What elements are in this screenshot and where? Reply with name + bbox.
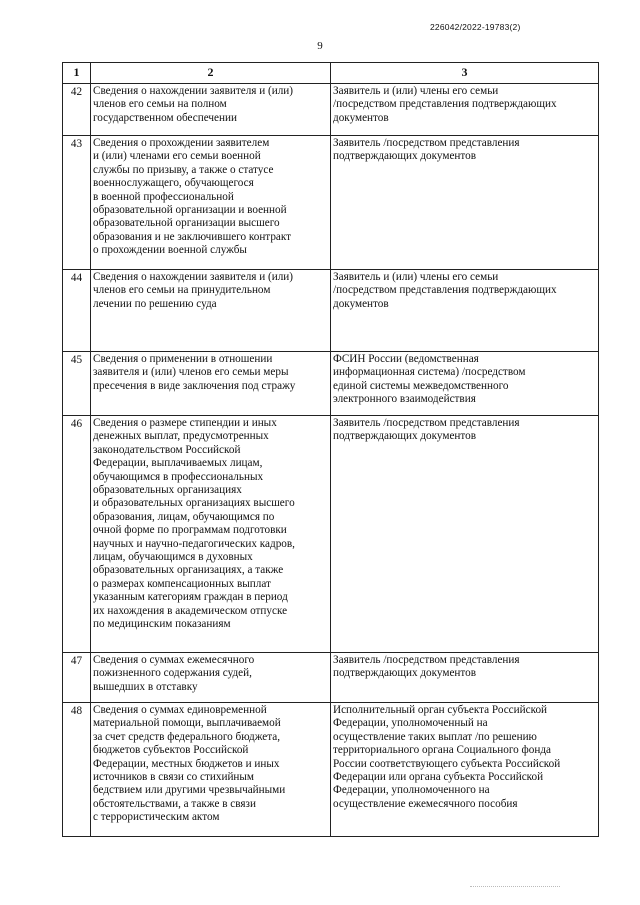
column-header-3: 3 bbox=[331, 63, 599, 84]
row-info: Сведения о применении в отношении заявителя и (или) членов его семьи меры пресечения в виде заключения под стражу bbox=[91, 352, 331, 416]
row-source: Исполнительный орган субъекта Российской Федерации, уполномоченный на осуществление таких выплат /по решению территориального органа Социального фонда России соответствующего субъекта Российской Федерации или органа субъекта Российской Федерации, уполномоченного на осуществление ежемесячного пособия bbox=[331, 703, 599, 837]
row-number: 45 bbox=[63, 352, 91, 416]
column-header-2: 2 bbox=[91, 63, 331, 84]
table-row bbox=[63, 352, 599, 416]
table-row bbox=[63, 416, 599, 653]
row-number: 43 bbox=[63, 136, 91, 270]
table-row bbox=[63, 84, 599, 136]
row-source: Заявитель /посредством представления подтверждающих документов bbox=[331, 416, 599, 653]
row-number: 44 bbox=[63, 270, 91, 352]
table-header-row bbox=[63, 63, 599, 84]
row-number: 42 bbox=[63, 84, 91, 136]
row-info: Сведения о нахождении заявителя и (или) членов его семьи на полном государственном обеспечении bbox=[91, 84, 331, 136]
scan-artifact-line bbox=[470, 886, 560, 887]
row-info: Сведения о суммах ежемесячного пожизненного содержания судей, вышедших в отставку bbox=[91, 653, 331, 703]
document-id: 226042/2022-19783(2) bbox=[430, 22, 521, 32]
row-number: 48 bbox=[63, 703, 91, 837]
row-info: Сведения о суммах единовременной материальной помощи, выплачиваемой за счет средств федерального бюджета, бюджетов субъектов Российской Федерации, местных бюджетов и иных источников в связи со стихийным бедствием или другими чрезвычайными обстоятельствами, а также в связи с террористическим актом bbox=[91, 703, 331, 837]
row-source: ФСИН России (ведомственная информационная система) /посредством единой системы межведомственного электронного взаимодействия bbox=[331, 352, 599, 416]
table-row bbox=[63, 270, 599, 352]
column-header-1: 1 bbox=[63, 63, 91, 84]
requirements-table bbox=[62, 62, 599, 837]
row-source: Заявитель /посредством представления подтверждающих документов bbox=[331, 653, 599, 703]
row-info: Сведения о размере стипендии и иных денежных выплат, предусмотренных законодательством Российской Федерации, выплачиваемых лицам, обучающимся в профессиональных образовательных организациях и образовательных организациях высшего образования, лицам, обучающимся по очной форме по программам подготовки научных и научно-педагогических кадров, лицам, обучающимся в духовных образовательных организациях, а также о размерах компенсационных выплат указанным категориям граждан в период их нахождения в академическом отпуске по медицинским показаниям bbox=[91, 416, 331, 653]
table-row bbox=[63, 703, 599, 837]
row-info: Сведения о нахождении заявителя и (или) членов его семьи на принудительном лечении по решению суда bbox=[91, 270, 331, 352]
row-source: Заявитель и (или) члены его семьи /посредством представления подтверждающих документов bbox=[331, 270, 599, 352]
table-row bbox=[63, 653, 599, 703]
row-number: 46 bbox=[63, 416, 91, 653]
row-info: Сведения о прохождении заявителем и (или) членами его семьи военной службы по призыву, а также о статусе военнослужащего, обучающегося в военной профессиональной образовательной организации и военной образовательной организации высшего образования и не заключившего контракт о прохождении военной службы bbox=[91, 136, 331, 270]
row-source: Заявитель /посредством представления подтверждающих документов bbox=[331, 136, 599, 270]
row-number: 47 bbox=[63, 653, 91, 703]
row-source: Заявитель и (или) члены его семьи /посредством представления подтверждающих документов bbox=[331, 84, 599, 136]
table-row bbox=[63, 136, 599, 270]
page-number: 9 bbox=[317, 40, 323, 52]
